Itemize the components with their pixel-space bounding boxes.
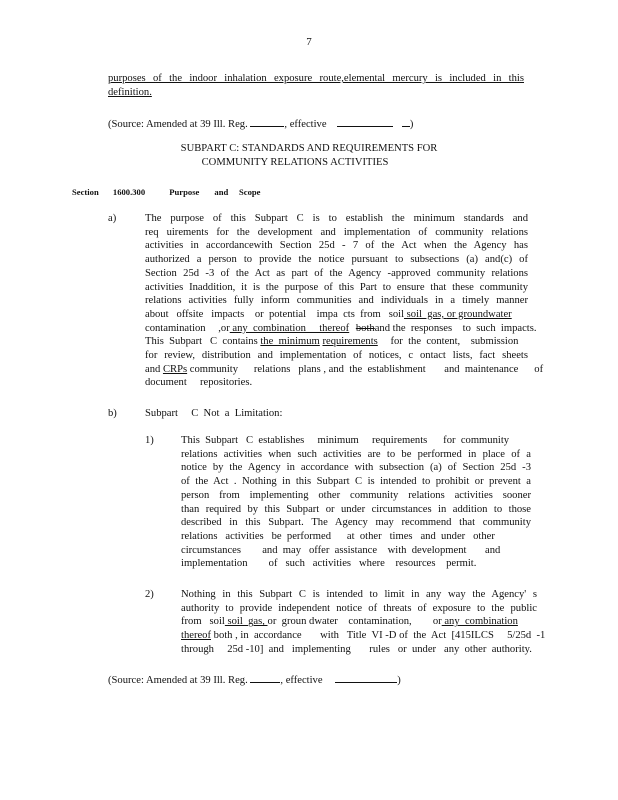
para-a-line: for review, distribution and implementation of notices, c ontact lists, fact sheets: [145, 350, 528, 362]
reg-blank: [250, 116, 284, 127]
item-1-line: than required by this Subpart or under circumstances in addition to those: [181, 503, 531, 515]
responses-text: and the responses to such impacts.: [374, 322, 537, 334]
source-note-2: [108, 672, 401, 688]
item-1-line: relations activities when such activities are to be performed in place of a: [181, 448, 531, 460]
effective-blank: [337, 116, 393, 127]
requirements-text: requirements: [322, 336, 378, 348]
item-2-line: [181, 629, 546, 643]
groundwater-text: or groun dwater contamination, or: [267, 616, 442, 628]
both-tail-text: both , in accordance with Title VI -D of the Act [415ILCS 5/25d -1: [211, 630, 546, 642]
crps-insert: CRPs: [162, 363, 188, 375]
para-a-line: activities in accordancewith Section 25d - 7 of the Act when the Agency has: [145, 240, 528, 252]
from-soil-text: from soil: [181, 616, 225, 628]
item-1-line: implementation of such activities where resources permit.: [181, 558, 477, 570]
source-prefix: (Source: Amended at 39 Ill. Reg.: [108, 119, 248, 130]
impacts-text: about offsite impacts or potential impa cts from soil: [145, 308, 405, 320]
item-1-line: person from implementing other community relations activities sooner: [181, 489, 531, 501]
item-2-line: Nothing in this Subpart C is intended to limit in any way the Agency' s: [181, 589, 537, 600]
source-suffix: ): [397, 675, 401, 686]
and-text: and: [145, 363, 161, 375]
item-2-body: [181, 588, 546, 657]
item-2-label: 2): [145, 589, 154, 600]
para-a-line: [145, 308, 528, 322]
soil-gas-insert: soil gas,: [224, 616, 268, 628]
para-a-line: [145, 335, 528, 349]
para-a-line: activities Inaddition, it is the purpose of this Part to ensure that these community: [145, 281, 528, 293]
para-a-line: [145, 322, 537, 336]
source-suffix: ): [409, 119, 414, 130]
soil-gas-insert: soil gas,: [404, 308, 447, 320]
section-heading: [72, 186, 260, 200]
item-1-line: This Subpart C establishes minimum requirements for community: [181, 435, 510, 446]
para-a-line: Section 25d -3 of the Act as part of the Agency -approved community relations: [145, 267, 528, 279]
item-1-line: circumstances and may offer assistance with development and: [181, 544, 501, 556]
para-b-title: Subpart C Not a Limitation:: [145, 408, 283, 419]
para-a-line: [145, 363, 544, 377]
or-insert: ,or: [218, 322, 230, 334]
item-1-label: 1): [145, 435, 154, 446]
item-2-line: through 25d -10] and implementing rules or under any other authority.: [181, 643, 532, 655]
subpart-heading-line-1: SUBPART C: STANDARDS AND REQUIREMENTS FOR: [180, 143, 438, 154]
para-a-line: relations activities fully inform communities and individuals in a timely manner: [145, 295, 528, 307]
source-note-1: [108, 116, 413, 132]
both-deleted: both: [355, 322, 375, 334]
item-1-line: described in this Subpart. The Agency may recommend that community: [181, 517, 531, 529]
reg-blank: [250, 672, 280, 683]
any-combination-insert: any combination: [441, 616, 518, 628]
item-1-line: relations activities be performed at other times and under other: [181, 530, 495, 542]
effective-blank: [335, 672, 397, 683]
para-a-line: authorized a person to provide the notice pursuant to subsections (a) and(c) of: [145, 254, 528, 266]
para-b-label: b): [108, 408, 117, 419]
intro-line-2: definition.: [108, 87, 152, 98]
para-a-line: document repositories.: [145, 377, 253, 389]
item-1-body: [181, 434, 531, 571]
section-title: Purpose and Scope: [169, 187, 261, 197]
thereof-insert: thereof: [181, 630, 211, 642]
page-number: 7: [306, 36, 312, 48]
effective-blank-2: [402, 116, 410, 127]
item-2-line: [181, 615, 537, 629]
source-prefix: (Source: Amended at 39 Ill. Reg.: [108, 675, 248, 686]
para-a-label: a): [108, 213, 117, 224]
para-a-line: req uirements for the development and implementation of community relations: [145, 226, 528, 238]
para-a-line: The purpose of this Subpart C is to establish the minimum standards and: [145, 213, 528, 224]
content-text: for the content, submission: [390, 336, 519, 348]
contains-text: This Subpart C contains: [145, 336, 258, 348]
section-label: Section: [72, 187, 99, 197]
crps-tail-text: community relations plans , and the establishment and maintenance of: [187, 363, 544, 375]
subpart-heading-line-2: COMMUNITY RELATIONS ACTIVITIES: [201, 157, 389, 168]
item-1-line: of the Act . Nothing in this Subpart C is intended to prohibit or prevent a: [181, 476, 531, 488]
contamination-text: contamination: [145, 322, 206, 334]
section-id: 1600.300: [112, 187, 146, 197]
item-1-line: notice by the Agency in accordance with subsection (a) of Section 25d -3: [181, 462, 531, 474]
groundwater-insert: or groundwater: [446, 308, 512, 320]
any-combination-insert: any combination thereof: [229, 322, 350, 334]
para-a-body: [145, 212, 544, 390]
item-2-line: authority to provide independent notice of threats of exposure to the public: [181, 602, 537, 614]
the-minimum-insert: the minimum: [260, 336, 320, 348]
source-mid: , effective: [284, 119, 327, 130]
source-mid: , effective: [280, 675, 323, 686]
intro-line-1: purposes of the indoor inhalation exposure route,elemental mercury is included in this: [108, 73, 524, 84]
